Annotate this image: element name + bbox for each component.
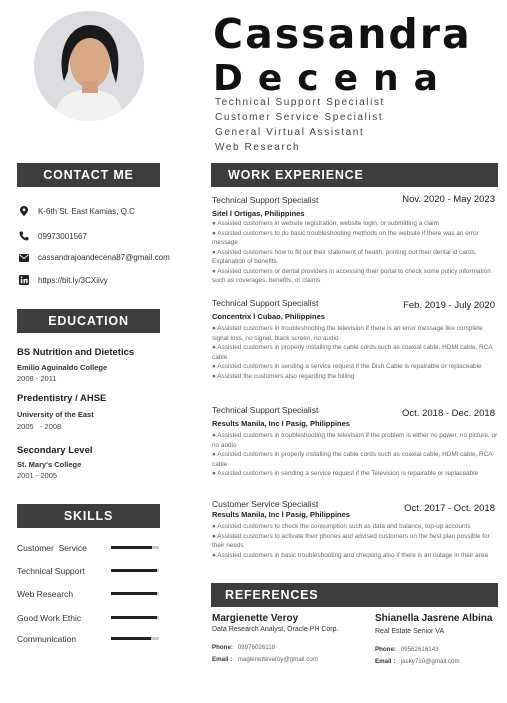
job-dates: Feb. 2019 - July 2020 (403, 300, 495, 311)
reference-phone (212, 644, 275, 651)
skill-name: Customer Service (17, 543, 87, 553)
location-pin-icon (17, 206, 31, 216)
job-title: Technical Support Specialist (212, 405, 319, 415)
job-bullet: ● Assisted customers in sending a service request if the Dish Cable is repairable or replaceable (212, 363, 482, 370)
contact-linkedin[interactable] (17, 275, 108, 285)
skill-bar (111, 637, 159, 640)
skill-bar-fill (111, 592, 157, 595)
job-bullet: ● Assisted customers in troubleshooting the television if there is an error message like complete signal loss, no signal, black screen, no audio (212, 325, 483, 342)
job-company: Results Manila, Inc l Pasig, Philippines (212, 419, 350, 428)
education-school: Emilio Aguinaldo College (17, 363, 108, 372)
skill-name: Good Work Ethic (17, 613, 82, 623)
job-company: Sitel l Ortigas, Philippines (212, 209, 305, 218)
education-degree: Predentistry / AHSE (17, 393, 107, 404)
work-heading: WORK EXPERIENCE (211, 163, 498, 187)
job-description (212, 324, 500, 381)
job-company: Concentrix l Cubao, Philippines (212, 312, 325, 321)
reference-phone (375, 646, 439, 653)
skill-bar-fill (111, 569, 157, 572)
job-dates: Oct. 2017 - Oct. 2018 (404, 503, 495, 514)
education-school: St. Mary's College (17, 460, 82, 469)
contact-address (17, 206, 135, 216)
phone-icon (17, 231, 31, 241)
skills-heading: SKILLS (17, 504, 160, 528)
job-bullet: ● Assisted customers in properly installing the cable cords such as coaxial cable, HDMI cable, RCA cable (212, 451, 493, 468)
email-text[interactable]: cassandrajoandecena87@gmail.com (38, 253, 170, 262)
job-description (212, 219, 500, 286)
job-bullet: ● Assisted customers or dental providers in accessing their portal to check some policy information such as coverages, benefits, or claims (212, 267, 491, 284)
email-value[interactable]: jasky710@gmail.com (400, 658, 460, 665)
job-bullet: ● Assisted customers how to fill out their statement of health, printing out their dental id cards, Explanation of benefits (212, 248, 477, 265)
job-title: Technical Support Specialist (212, 298, 319, 308)
skill-bar (111, 592, 159, 595)
skill-bar-fill (111, 616, 157, 619)
headline-title: General Virtual Assistant (215, 127, 365, 138)
references-heading: REFERENCES (211, 583, 498, 607)
headline-titles (215, 95, 385, 155)
job-bullet: ● Assisted the customers also regarding the billing (212, 372, 355, 380)
skill-name: Technical Support (17, 566, 85, 576)
skill-bar (111, 616, 159, 619)
education-degree: BS Nutrition and Dietetics (17, 347, 135, 358)
education-heading: EDUCATION (17, 309, 160, 333)
reference-role: Data Research Analyst, Oracle PH Corp. (212, 626, 339, 633)
education-degree: Secondary Level (17, 445, 93, 456)
education-years: 2001 - 2005 (17, 471, 58, 480)
phone-text: 09973001567 (38, 231, 87, 241)
job-bullet: ● Assisted customers in properly installing the cable cords such as coaxial cable, HDMI cable, RCA cable (212, 344, 493, 361)
contact-phone (17, 231, 87, 241)
job-bullet: ● Assisted customers to check the consumption such as data and balance, top-up accounts (212, 523, 471, 530)
job-dates: Oct. 2018 - Dec. 2018 (402, 408, 495, 419)
education-years: 2008 - 2011 (17, 374, 57, 383)
skill-bar-fill (111, 546, 152, 549)
profile-photo (34, 11, 144, 121)
education-years: 2005 - 2008 (17, 422, 62, 431)
headline-title: Technical Support Specialist (215, 97, 385, 108)
job-bullet: ● Assisted customers in sending a service request if the Television is repairable or replaceable (212, 470, 479, 477)
phone-label: Phone: (212, 644, 233, 651)
skill-bar-fill (111, 637, 151, 640)
email-label: Email : (375, 658, 396, 665)
contact-email[interactable] (17, 253, 170, 262)
job-bullet: ● Assisted customers to activate their phones and advised customers on the best plan possible for their needs (212, 532, 490, 549)
skill-name: Communication (17, 634, 77, 644)
job-company: Results Manila, Inc l Pasig, Philippines (212, 510, 350, 519)
job-bullet: ● Assisted customers to do basic troubleshooting methods on the website if there was an error message (212, 229, 479, 246)
contact-heading: CONTACT ME (17, 163, 160, 187)
phone-value: 09976026118 (237, 644, 276, 651)
reference-name: Shianella Jasrene Albina (375, 613, 493, 624)
job-title: Technical Support Specialist (212, 195, 319, 205)
linkedin-icon (17, 275, 31, 285)
job-bullet: ● Assisted customers in basic troubleshooting and checking also if there is an outage in their area (212, 551, 488, 559)
reference-email[interactable] (212, 656, 318, 663)
headline-title: Customer Service Specialist (215, 112, 384, 123)
job-title: Customer Service Specialist (212, 499, 319, 509)
skill-bar (111, 569, 159, 572)
skill-name: Web Research (17, 589, 74, 599)
reference-email[interactable] (375, 658, 460, 665)
address-text: K-6th St. East Kamias, Q.C (38, 206, 135, 216)
email-icon (17, 254, 31, 262)
job-bullet: ● Assisted customers in website registration, website login, or submitting a claim (212, 220, 439, 227)
job-dates: Nov. 2020 - May 2023 (402, 194, 495, 205)
job-bullet: ● Assisted customers in troubleshooting the television if the problem is either no power, no picture, or no audio (212, 432, 498, 449)
first-name: Cassandra (213, 10, 472, 58)
phone-label: Phone: (375, 646, 396, 653)
email-label: Email : (212, 656, 233, 663)
last-name: Decena (213, 58, 453, 99)
reference-name: Margienette Veroy (212, 613, 299, 624)
reference-role: Real Estate Senior VA (375, 628, 445, 635)
linkedin-text[interactable]: https://bit.ly/3CXiivy (38, 275, 108, 285)
skill-bar (111, 546, 159, 549)
email-value[interactable]: magienetteveroy@gmail.com (237, 656, 318, 663)
education-school: University of the East (17, 410, 94, 419)
job-description (212, 431, 500, 479)
job-description (212, 522, 500, 560)
headline-title: Web Research (215, 142, 301, 153)
phone-value: 09562616143 (400, 646, 439, 653)
